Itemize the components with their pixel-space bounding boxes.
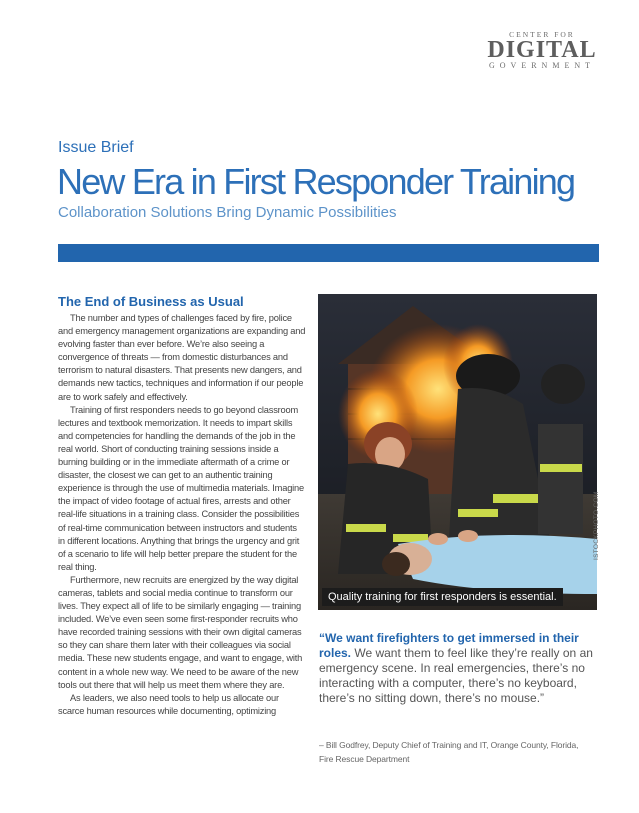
firefighters-training-photo (318, 294, 597, 610)
quote-attribution: – Bill Godfrey, Deputy Chief of Training and IT, Orange County, Florida, Fire Rescue Department (319, 740, 579, 764)
logo-line-digital: DIGITAL (487, 37, 597, 63)
pull-quote (319, 631, 593, 706)
page-title: New Era in First Responder Training (57, 161, 575, 202)
article-column (58, 294, 306, 718)
photo-caption: Quality training for first responders is essential. (322, 588, 563, 606)
center-for-digital-government-logo (486, 30, 598, 70)
section-heading: The End of Business as Usual (58, 294, 244, 309)
article-body (58, 312, 306, 718)
logo-line-government: GOVERNMENT (489, 61, 595, 70)
article-paragraph-3: Furthermore, new recruits are energized by the way digital cameras, tablets and social media continue to transform our lives. They expect all of life to be similarly engaging — training included. We’ve even seen some first-responder recruits who have recorded training sessions with their own digital cameras so they can share them later with their colleagues via social media. These new students engage, and want to engage, with content in a whole new way. We need to be aware of the new tools out there that will help us meet them where they are. (58, 574, 303, 690)
pull-quote-lead: “We want firefighters to get immersed in their roles. (319, 631, 579, 660)
photo-credit: ISTOCKPHOTO.COM (593, 491, 600, 560)
article-paragraph-4: As leaders, we also need tools to help us allocate our scarce human resources while documenting, optimizing (58, 692, 279, 716)
article-paragraph-2: Training of first responders needs to go beyond classroom lectures and textbook memorization. It needs to impart skills and competencies for handling the demands of the job in the real world. Short of conducting training sessions inside a burning building or in the immediate aftermath of a crime or disaster, the closest we can get to an authentic training experience is through the use of multimedia materials. Imagine the impact of video footage of actual fires, arrests and other real-life situations in a training class. Consider the possibilities of real-time communication between instructors and students in different locations. Anything that brings the urgency and grit of a scenario to life will help better prepare the student for the real thing. (58, 404, 304, 572)
article-paragraph-1: The number and types of challenges faced by fire, police and emergency management organizations are expanding and evolving faster than ever before. We’re also seeing a convergence of threats — from domestic disturbances and terrorism to natural disasters. That presents new dangers, and demands new tactics, techniques and information if our people are to work safely and effectively. (58, 313, 306, 402)
pull-quote-body: We want them to feel like they’re really on an emergency scene. In real emergencies, there’s no interacting with a computer, there’s no keyboard, there’s no sitting down, there’s no mouse.” (319, 646, 593, 705)
logo-line-center-for: CENTER FOR (509, 30, 575, 39)
issue-brief-label: Issue Brief (58, 139, 134, 156)
page-subtitle: Collaboration Solutions Bring Dynamic Possibilities (58, 204, 397, 221)
header-color-band (58, 244, 599, 262)
